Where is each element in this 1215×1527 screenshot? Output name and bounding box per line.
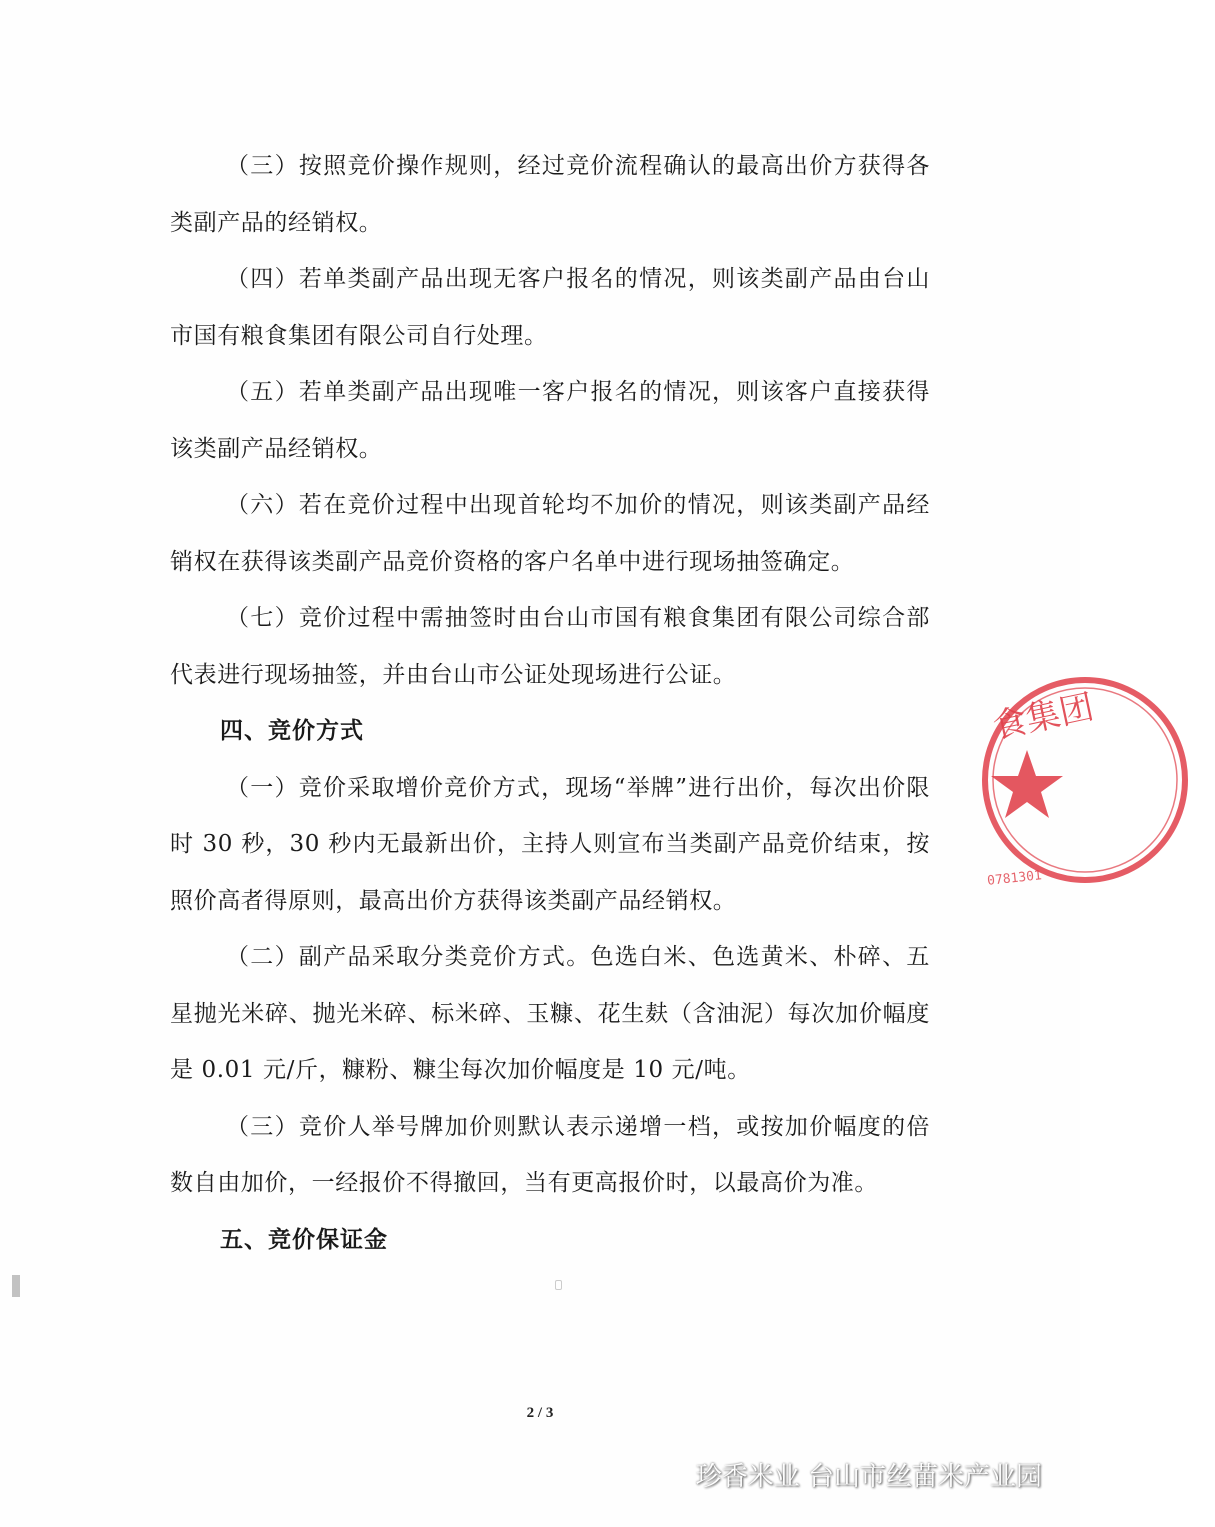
section-heading-bidding-method: 四、竞价方式 — [220, 717, 364, 744]
company-seal-stamp — [975, 672, 1215, 912]
paragraph-item-5: （五）若单类副产品出现唯一客户报名的情况，则该客户直接获得该类副产品经销权。 — [170, 379, 930, 462]
scan-artifact — [555, 1280, 562, 1290]
paragraph-item-4: （四）若单类副产品出现无客户报名的情况，则该类副产品由台山市国有粮食集团有限公司自行处理。 — [170, 266, 930, 349]
seal-star-icon — [991, 750, 1063, 818]
watermark — [660, 1456, 1042, 1493]
document-body — [170, 138, 930, 1268]
bidding-method-paragraph-1: （一）竞价采取增价竞价方式，现场“举牌”进行出价，每次出价限时 30 秒，30 秒内无最新出价，主持人则宣布当类副产品竞价结束，按照价高者得原则，最高出价方获得该类副产品经销权。 — [170, 774, 930, 914]
watermark-text: 珍香米业 台山市丝苗米产业园 — [695, 1462, 1042, 1492]
svg-text:0781301: 0781301 — [986, 868, 1043, 889]
svg-text:食集团: 食集团 — [989, 687, 1098, 748]
page-number: 2 / 3 — [526, 1405, 554, 1421]
bidding-method-paragraph-3: （三）竞价人举号牌加价则默认表示递增一档，或按加价幅度的倍数自由加价，一经报价不得撤回，当有更高报价时，以最高价为准。 — [170, 1113, 930, 1196]
paragraph-item-6: （六）若在竞价过程中出现首轮均不加价的情况，则该类副产品经销权在获得该类副产品竞价资格的客户名单中进行现场抽签确定。 — [170, 492, 930, 575]
wechat-icon — [660, 1461, 690, 1489]
scan-artifact — [12, 1275, 20, 1297]
bidding-method-paragraph-2: （二）副产品采取分类竞价方式。色选白米、色选黄米、朴碎、五星抛光米碎、抛光米碎、标米碎、玉糠、花生麸（含油泥）每次加价幅度是 0.01 元/斤，糠粉、糠尘每次加价幅度是 10 元/吨。 — [170, 944, 930, 1083]
paragraph-item-7: （七）竞价过程中需抽签时由台山市国有粮食集团有限公司综合部代表进行现场抽签，并由台山市公证处现场进行公证。 — [170, 605, 930, 688]
section-heading-deposit: 五、竞价保证金 — [220, 1225, 388, 1253]
paragraph-item-3: （三）按照竞价操作规则，经过竞价流程确认的最高出价方获得各类副产品的经销权。 — [170, 153, 930, 236]
